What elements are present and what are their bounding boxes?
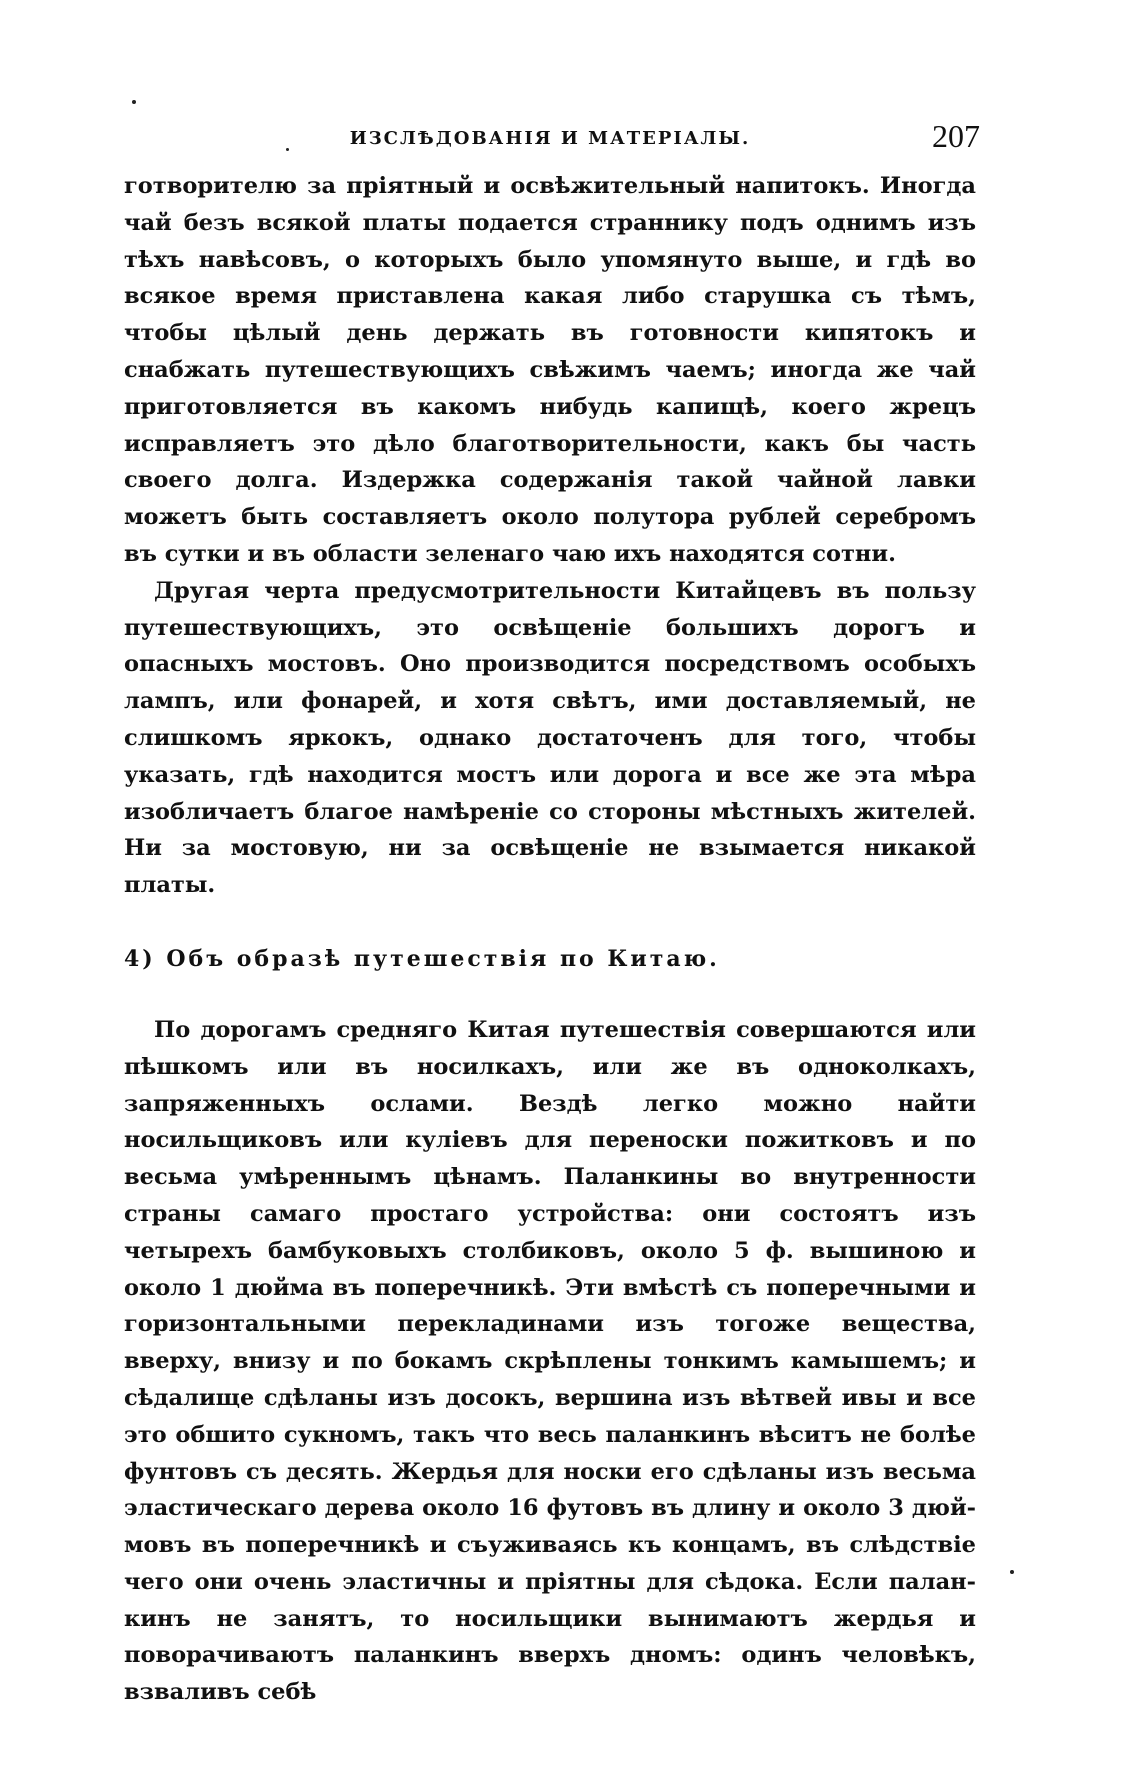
- running-title: ИЗСЛѢДОВАНІЯ И МАТЕРІАЛЫ.: [349, 128, 751, 149]
- section-heading: 4) Объ образѣ путешествія по Китаю.: [124, 945, 720, 972]
- paragraph-travel: По дорогамъ средняго Китая путешествія совершаются или пѣшкомъ или въ носилкахъ, или же въ одноколкахъ, запряженныхъ ослами. Вездѣ легко можно найти носильщиковъ или куліевъ для переноски пожитковъ и по весьма умѣреннымъ цѣнамъ. Паланкины во внутренности страны самаго простаго устройства: они состоятъ изъ четырехъ бамбуковыхъ столбиковъ, около 5 ф. вышиною и около 1 дюйма въ поперечникѣ. Эти вмѣстѣ съ поперечными и горизонтальными перекладинами изъ тогоже вещества, вверху, внизу и по бокамъ скрѣплены тонкимъ камышемъ; и сѣдалище сдѣланы изъ досокъ, вершина изъ вѣтвей ивы и все это обшито сукномъ, такъ что весь паланкинъ вѣситъ не болѣе фунтовъ съ десять. Жердья для носки его сдѣланы изъ весьма эластическаго дерева около 16 футовъ въ длину и около 3 дюймовъ въ поперечникѣ и съуживаясь къ концамъ, въ слѣдствіе чего они очень эластичны и пріятны для сѣдока. Если паланкинъ не занятъ, то носильщики вынимаютъ жердья и поворачиваютъ паланкинъ вверхъ дномъ: одинъ человѣкъ, взваливъ себѣ: [124, 1016, 976, 1706]
- paragraph-continued: готворителю за пріятный и освѣжительный напитокъ. Иногда чай безъ всякой платы подается страннику подъ однимъ изъ тѣхъ навѣсовъ, о которыхъ было упомянуто выше, и гдѣ во всякое время приставлена какая либо старушка съ тѣмъ, чтобы цѣлый день держать въ готовности кипятокъ и снабжать путешествующихъ свѣжимъ чаемъ; иногда же чай приготовляется въ какомъ нибудь капищѣ, коего жрецъ исправляетъ это дѣло благотворительности, какъ бы часть своего долга. Издержка содержанія такой чайной лавки можетъ быть составляетъ около полутора рублей серебромъ въ сутки и въ области зеленаго чаю ихъ находятся сотни.: [124, 173, 976, 567]
- running-head: [120, 118, 980, 162]
- print-speck: [1010, 1570, 1014, 1574]
- body-text: [124, 168, 976, 1711]
- page-number: 207: [932, 118, 980, 154]
- paragraph-road-lighting: Другая черта предусмотрительности Китайцевъ въ пользу путешествующихъ, это освѣщеніе большихъ дорогъ и опасныхъ мостовъ. Оно производится посредствомъ особыхъ лампъ, или фонарей, и хотя свѣтъ, ими доставляемый, не слишкомъ яркокъ, однако достаточенъ для того, чтобы указать, гдѣ находится мостъ или дорога и все же эта мѣра изобличаетъ благое намѣреніе со стороны мѣстныхъ жителей. Ни за мостовую, ни за освѣщеніе не взымается никакой платы.: [124, 577, 976, 899]
- print-speck: [132, 100, 136, 104]
